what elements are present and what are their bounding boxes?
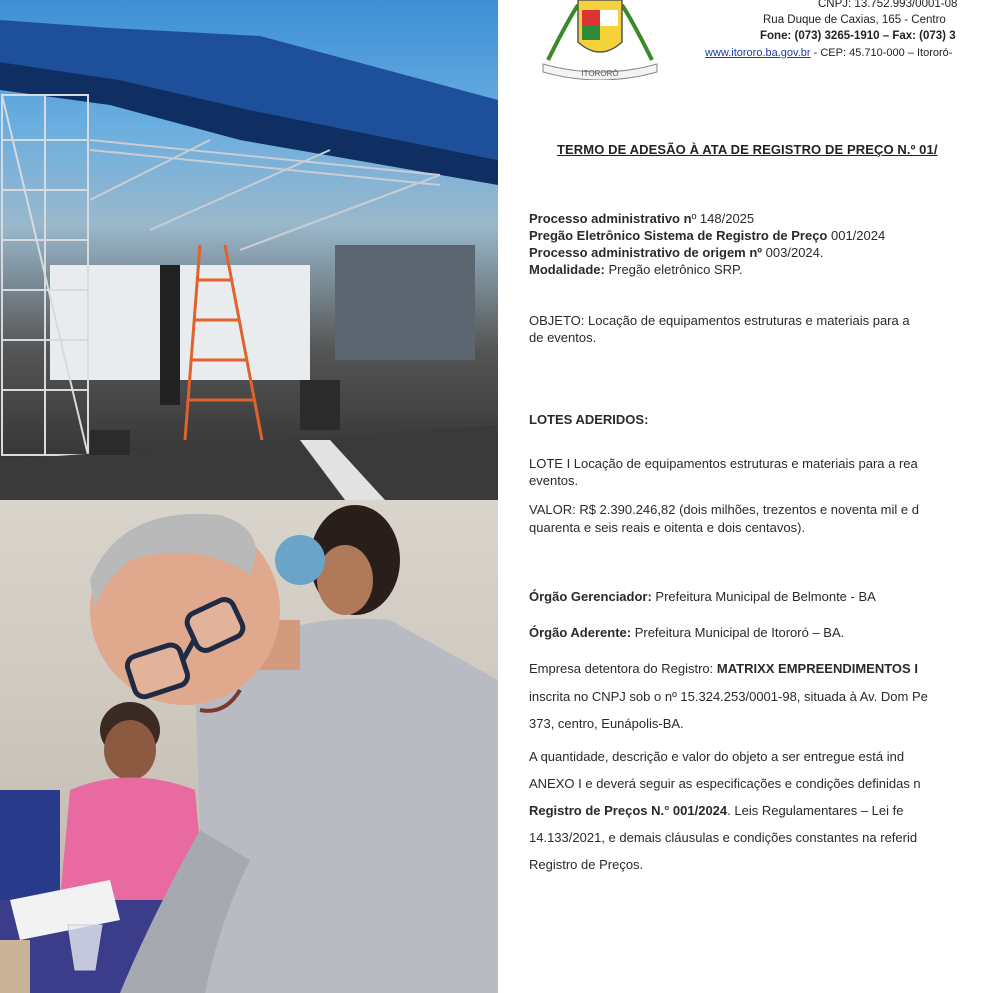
lotes-heading: LOTES ADERIDOS: — [529, 412, 649, 427]
orgao-aderente-line: Órgão Aderente: Prefeitura Municipal de Itororó – BA. — [529, 625, 845, 640]
qtd-line-2: ANEXO I e deverá seguir as especificações e condições definidas n — [529, 776, 921, 791]
process-admin-line: Processo administrativo nº 148/2025 — [529, 211, 755, 226]
valor-line-1: VALOR: R$ 2.390.246,82 (dois milhões, trezentos e noventa mil e d — [529, 502, 919, 517]
header-address: Rua Duque de Caxias, 165 - Centro — [763, 14, 946, 26]
empresa-line-3: 373, centro, Eunápolis-BA. — [529, 716, 684, 731]
qtd-line-4: 14.133/2021, e demais cláusulas e condições constantes na referid — [529, 830, 918, 845]
person-photo — [0, 500, 498, 993]
valor-line-2: quarenta e seis reais e oitenta e dois centavos). — [529, 520, 806, 535]
qtd-line-3: Registro de Preços N.° 001/2024. Leis Regulamentares – Lei fe — [529, 803, 904, 818]
qtd-line-5: Registro de Preços. — [529, 857, 644, 872]
pregao-line: Pregão Eletrônico Sistema de Registro de Preço 001/2024 — [529, 228, 886, 243]
lote-line-2: eventos. — [529, 473, 579, 488]
document-page — [500, 0, 1000, 993]
person-photo-illustration — [0, 500, 498, 993]
website-link[interactable]: www.itororo.ba.gov.br — [705, 47, 811, 59]
objeto-line-2: de eventos. — [529, 330, 597, 345]
crest-label: ITORORÓ — [581, 69, 619, 78]
municipal-crest-icon — [538, 0, 662, 80]
header-cnpj: CNPJ: 13.752.993/0001-08 — [818, 0, 958, 10]
orgao-gerenciador-line: Órgão Gerenciador: Prefeitura Municipal de Belmonte - BA — [529, 589, 876, 604]
objeto-line-1: OBJETO: Locação de equipamentos estruturas e materiais para a — [529, 313, 910, 328]
header-cep: - CEP: 45.710-000 – Itororó- — [810, 47, 953, 59]
modalidade-line: Modalidade: Pregão eletrônico SRP. — [529, 262, 743, 277]
header-phone: Fone: (073) 3265-1910 – Fax: (073) 3 — [760, 30, 956, 42]
stage-photo-illustration — [0, 0, 498, 500]
stage-photo — [0, 0, 498, 500]
empresa-line-2: inscrita no CNPJ sob o nº 15.324.253/0001-98, situada à Av. Dom Pe — [529, 689, 928, 704]
qtd-line-1: A quantidade, descrição e valor do objeto a ser entregue está ind — [529, 749, 905, 764]
lote-line-1: LOTE I Locação de equipamentos estruturas e materiais para a rea — [529, 456, 918, 471]
process-origem-line: Processo administrativo de origem nº 003/2024. — [529, 245, 824, 260]
header-web-line — [705, 47, 952, 59]
document-title: TERMO DE ADESÃO À ATA DE REGISTRO DE PREÇO N.º 01/ — [557, 142, 938, 157]
empresa-line-1: Empresa detentora do Registro: MATRIXX EMPREENDIMENTOS I — [529, 661, 918, 676]
